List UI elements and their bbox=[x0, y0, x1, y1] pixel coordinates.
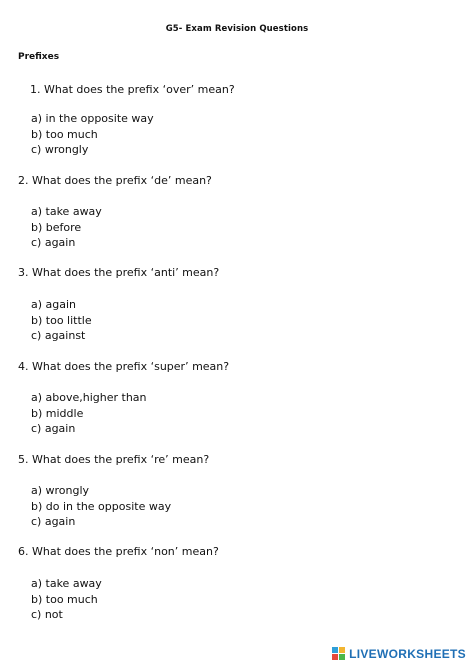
logo-square-1 bbox=[332, 647, 338, 653]
option-c: c) again bbox=[31, 515, 76, 528]
option-c: c) wrongly bbox=[31, 143, 89, 156]
option-list bbox=[31, 204, 102, 251]
option-a: a) again bbox=[31, 298, 77, 311]
option-a: a) in the opposite way bbox=[31, 112, 154, 125]
question-prompt: 4. What does the prefix ‘super’ mean? bbox=[18, 360, 230, 373]
option-list bbox=[31, 483, 171, 530]
option-a: a) above,higher than bbox=[31, 391, 147, 404]
option-list bbox=[31, 297, 92, 344]
option-a: a) wrongly bbox=[31, 484, 90, 497]
question-prompt: 5. What does the prefix ‘re’ mean? bbox=[18, 453, 210, 466]
option-b: b) do in the opposite way bbox=[31, 499, 172, 513]
liveworksheets-logo-icon bbox=[332, 647, 346, 661]
liveworksheets-logo bbox=[332, 647, 466, 661]
option-b: b) middle bbox=[31, 406, 84, 420]
question-prompt: 2. What does the prefix ‘de’ mean? bbox=[18, 174, 212, 187]
option-c: c) again bbox=[31, 422, 76, 435]
option-b: b) too much bbox=[31, 592, 98, 606]
logo-square-3 bbox=[332, 654, 338, 660]
question-prompt: 3. What does the prefix ‘anti’ mean? bbox=[18, 266, 220, 279]
option-c: c) against bbox=[31, 329, 86, 342]
option-list bbox=[31, 576, 102, 623]
section-heading: Prefixes bbox=[18, 52, 60, 62]
option-a: a) take away bbox=[31, 205, 102, 218]
option-list bbox=[31, 111, 154, 158]
option-b: b) too little bbox=[31, 313, 92, 327]
option-b: b) too much bbox=[31, 127, 98, 141]
option-list bbox=[31, 390, 147, 437]
logo-square-2 bbox=[339, 647, 345, 653]
worksheet-title: G5- Exam Revision Questions bbox=[165, 24, 309, 34]
logo-square-4 bbox=[339, 654, 345, 660]
option-b: b) before bbox=[31, 220, 82, 234]
logo-text: LIVEWORKSHEETS bbox=[349, 647, 466, 661]
question-prompt: 1. What does the prefix ‘over’ mean? bbox=[30, 83, 235, 96]
option-c: c) again bbox=[31, 236, 76, 249]
option-a: a) take away bbox=[31, 577, 102, 590]
option-c: c) not bbox=[31, 608, 63, 621]
question-prompt: 6. What does the prefix ‘non’ mean? bbox=[18, 545, 219, 558]
